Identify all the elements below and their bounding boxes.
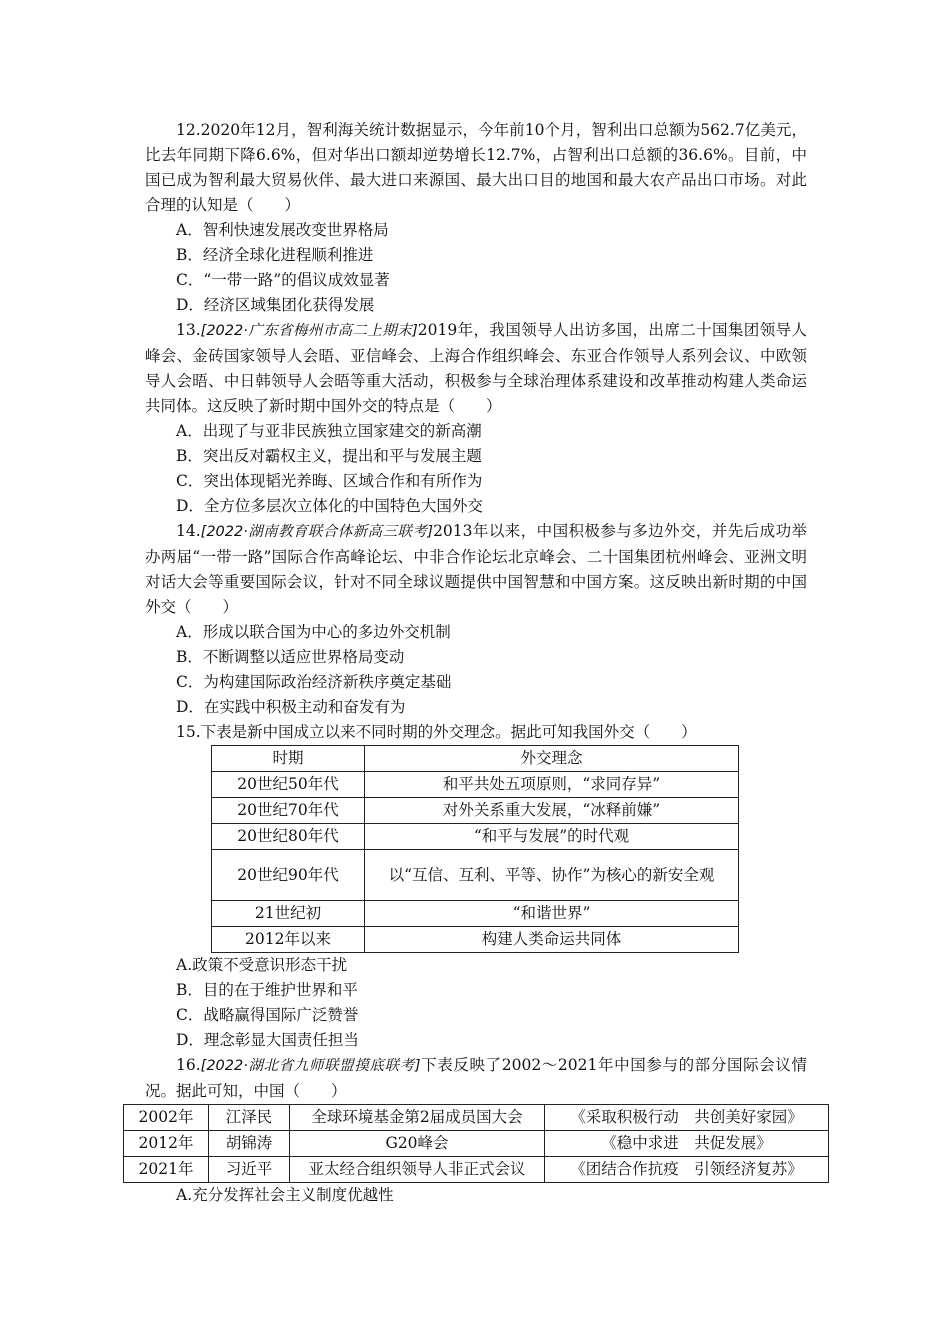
table-row <box>212 927 739 953</box>
question-13-text: 2019年，我国领导人出访多国，出席二十国集团领导人峰会、金砖国家领导人会晤、亚信峰会、上海合作组织峰会、东亚合作领导人系列会议、中欧领导人会晤、中日韩领导人会晤等重大活动，积极参与全球治理体系建设和改革推动构建人类命运共同体。这反映了新时期中国外交的特点是（ ） <box>145 321 808 415</box>
question-12-stem: 12.2020年12月，智利海关统计数据显示，今年前10个月，智利出口总额为562.7亿美元，比去年同期下降6.6%，但对华出口额却逆势增长12.7%，占智利出口总额的36.6%。目前，中国已成为智利最大贸易伙伴、最大进口来源国、最大出口目的地国和最大农产品出口市场。对此合理的认知是（ ） <box>145 121 807 214</box>
table-row <box>212 772 739 798</box>
table-row <box>124 1157 829 1183</box>
question-15-option-a: A.政策不受意识形态干扰 <box>176 956 348 974</box>
table-cell-conference: 全球环境基金第2届成员国大会 <box>290 1105 545 1131</box>
table-header-concept: 外交理念 <box>365 746 739 772</box>
table-row <box>212 824 739 850</box>
table-row <box>124 1131 829 1157</box>
question-12-option-b: B．经济全球化进程顺利推进 <box>176 246 374 264</box>
question-14-option-b: B．不断调整以适应世界格局变动 <box>176 648 405 666</box>
question-16-number: 16. <box>176 1056 201 1074</box>
question-15-option-b: B．目的在于维护世界和平 <box>176 981 358 999</box>
question-13-stem <box>145 318 807 419</box>
table-cell-period: 20世纪90年代 <box>212 850 365 901</box>
question-16-stem <box>145 1053 807 1104</box>
table-cell-leader: 习近平 <box>209 1157 290 1183</box>
question-13-option-c: C．突出体现韬光养晦、区域合作和有所作为 <box>176 472 483 490</box>
diplomacy-concepts-table <box>211 745 739 953</box>
document-page <box>138 118 808 1208</box>
question-15-stem: 15.下表是新中国成立以来不同时期的外交理念。据此可知我国外交（ ） <box>176 723 697 741</box>
question-13-number: 13. <box>176 321 201 339</box>
table-header-period: 时期 <box>212 746 365 772</box>
question-13-source: [2022·广东省梅州市高二上期末] <box>200 323 418 339</box>
table-cell-year: 2021年 <box>124 1157 209 1183</box>
table-cell-period: 20世纪80年代 <box>212 824 365 850</box>
conferences-table <box>123 1104 829 1183</box>
question-13-option-b: B．突出反对霸权主义，提出和平与发展主题 <box>176 447 482 465</box>
table-cell-leader: 胡锦涛 <box>209 1131 290 1157</box>
question-14-option-a: A．形成以联合国为中心的多边外交机制 <box>176 623 451 641</box>
table-cell-concept: 构建人类命运共同体 <box>365 927 739 953</box>
table-cell-conference: 亚太经合组织领导人非正式会议 <box>290 1157 545 1183</box>
table-cell-speech: 《采取积极行动 共创美好家园》 <box>545 1105 829 1131</box>
table-cell-concept: 对外关系重大发展，“冰释前嫌” <box>365 798 739 824</box>
question-14-stem <box>145 519 807 620</box>
table-cell-concept: “和平与发展”的时代观 <box>365 824 739 850</box>
table-cell-speech: 《团结合作抗疫 引领经济复苏》 <box>545 1157 829 1183</box>
table-header-row <box>212 746 739 772</box>
question-12-option-d: D．经济区域集团化获得发展 <box>176 296 375 314</box>
table-cell-leader: 江泽民 <box>209 1105 290 1131</box>
table-cell-period: 20世纪70年代 <box>212 798 365 824</box>
table-row <box>124 1105 829 1131</box>
question-12-option-c: C．“一带一路”的倡议成效显著 <box>176 271 390 289</box>
question-12-option-a: A．智利快速发展改变世界格局 <box>176 221 389 239</box>
table-cell-speech: 《稳中求进 共促发展》 <box>545 1131 829 1157</box>
table-row <box>212 798 739 824</box>
question-15-option-c: C．战略赢得国际广泛赞誉 <box>176 1006 359 1024</box>
question-14-option-d: D．在实践中积极主动和奋发有为 <box>176 698 406 716</box>
question-14-text: 2013年以来，中国积极参与多边外交，并先后成功举办两届“一带一路”国际合作高峰论坛、中非合作论坛北京峰会、二十国集团杭州峰会、亚洲文明对话大会等重要国际会议，针对不同全球议题提供中国智慧和中国方案。这反映出新时期的中国外交（ ） <box>145 522 808 616</box>
question-13-option-a: A．出现了与亚非民族独立国家建交的新高潮 <box>176 422 482 440</box>
table-cell-conference: G20峰会 <box>290 1131 545 1157</box>
question-14-source: [2022·湖南教育联合体新高三联考] <box>200 524 434 540</box>
question-16-text: 下表反映了2002～2021年中国参与的部分国际会议情况。据此可知，中国（ ） <box>145 1056 807 1100</box>
table-cell-concept: 以“互信、互利、平等、协作”为核心的新安全观 <box>365 850 739 901</box>
table-cell-period: 20世纪50年代 <box>212 772 365 798</box>
question-16-option-a: A.充分发挥社会主义制度优越性 <box>176 1186 394 1204</box>
question-16-source: [2022·湖北省九师联盟摸底联考] <box>200 1058 421 1074</box>
question-14-number: 14. <box>176 522 201 540</box>
question-14-option-c: C．为构建国际政治经济新秩序奠定基础 <box>176 673 452 691</box>
table-cell-year: 2002年 <box>124 1105 209 1131</box>
table-row <box>212 850 739 901</box>
table-cell-period: 21世纪初 <box>212 901 365 927</box>
question-13-option-d: D．全方位多层次立体化的中国特色大国外交 <box>176 497 483 515</box>
table-cell-concept: “和谐世界” <box>365 901 739 927</box>
table-cell-concept: 和平共处五项原则，“求同存异” <box>365 772 739 798</box>
question-15-option-d: D．理念彰显大国责任担当 <box>176 1031 359 1049</box>
table-cell-period: 2012年以来 <box>212 927 365 953</box>
table-row <box>212 901 739 927</box>
table-cell-year: 2012年 <box>124 1131 209 1157</box>
